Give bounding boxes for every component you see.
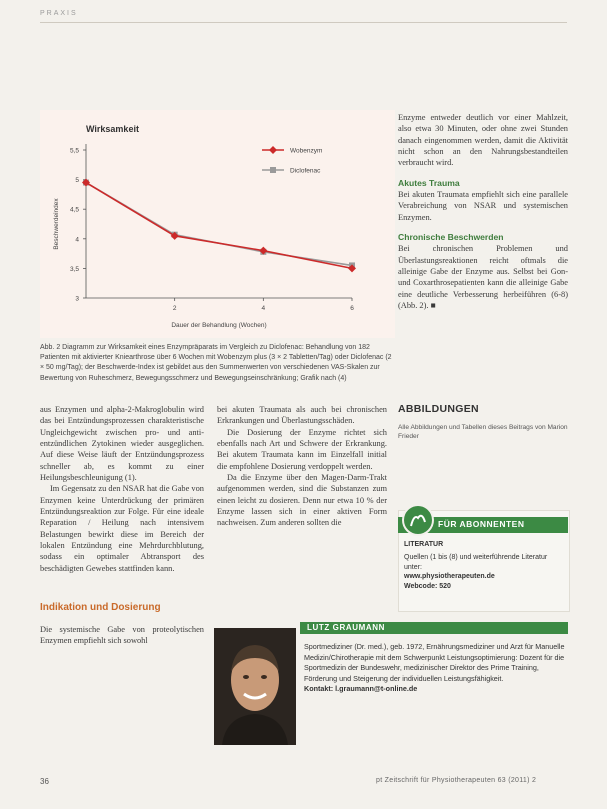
- y-tick-label: 5: [75, 177, 79, 185]
- column-2: [217, 404, 387, 529]
- y-axis-label: Beschwerdeindex: [53, 198, 60, 250]
- legend-marker: [269, 146, 277, 154]
- y-tick-label: 3: [75, 295, 79, 303]
- series-line-wobenzym: [86, 183, 352, 269]
- col1-para1: aus Enzymen und alpha-2-Makroglobulin wird das bei Entzündungsprozessen charakteristische Ungleichgewicht zwischen pro- und anti-entzündlichen Zytokinen wieder ausgeglichen. Auf diese Weise läuft der Entzündungsprozess schneller ab, es kommt zu einer Heilungsbeschleunigung (1).: [40, 405, 204, 483]
- x-axis-label: Dauer der Behandlung (Wochen): [171, 322, 267, 329]
- author-photo: [214, 628, 296, 745]
- y-tick-label: 3,5: [69, 265, 79, 273]
- journal-footer: pt Zeitschrift für Physiotherapeuten 63 (2011) 2: [376, 777, 537, 784]
- abbildungen-text: Alle Abbildungen und Tabellen dieses Beitrags von Marion Frieder: [398, 424, 568, 440]
- author-contact[interactable]: Kontakt: l.graumann@t-online.de: [304, 684, 418, 694]
- column-3: [398, 112, 568, 312]
- literatur-webcode: Webcode: 520: [404, 582, 451, 590]
- col1-para2: Im Gegensatz zu den NSAR hat die Gabe von Enzymen keine Unterdrückung der primären Entzündungsreaktion zur Folge. Für eine ideale Reparation / Heilung nach intensivem Belastungen bewirkt diese im Bereich der lokalen Entzündung eine Mehrdurchblutung, sodass ein optimaler Abtransport des beschädigten Gewebes stattfinden kann.: [40, 484, 204, 573]
- col3-para2: Bei akuten Traumata empfiehlt sich eine parallele Verabreichung von NSAR und systemischen Enzymen.: [398, 190, 568, 222]
- abonnenten-title: FÜR ABONNENTEN: [438, 519, 525, 529]
- series-line-diclofenac: [86, 183, 352, 266]
- literatur-url[interactable]: www.physiotherapeuten.de: [404, 573, 495, 581]
- col3-para1: Enzyme entweder deutlich vor einer Mahlzeit, also etwa 30 Minuten, oder ohne zwei Stunden danach eingenommen werden, damit die Aktivität nicht schon an den Nahrungsbestandteilen verbraucht wird.: [398, 113, 568, 168]
- chart-panel: [40, 110, 395, 338]
- col2-para1: bei akuten Traumata als auch bei chronischen Erkrankungen und Überlastungsschäden.: [217, 405, 387, 426]
- legend-label: Wobenzym: [290, 147, 323, 155]
- literatur-line: Quellen (1 bis (8) und weiterführende Literatur unter:: [404, 554, 548, 571]
- heading-akutes-trauma: Akutes Trauma: [398, 177, 460, 188]
- x-tick-label: 2: [172, 305, 177, 312]
- abonnenten-text: [404, 540, 564, 591]
- chart-title: Wirksamkeit: [86, 124, 139, 134]
- legend-marker: [270, 167, 276, 173]
- y-tick-label: 5,5: [69, 147, 79, 155]
- heading-chronische-beschwerden: Chronische Beschwerden: [398, 232, 504, 243]
- author-bio: [304, 642, 568, 695]
- abbildungen-heading: ABBILDUNGEN: [398, 403, 479, 415]
- col2-para3: Da die Enzyme über den Magen-Darm-Trakt aufgenommen werden, sind die Substanzen zum einen leicht zu dosieren. Denn nur etwa 10 % der Enzyme lassen sich in einer aktiven Form nachweisen. Zum anderen sollten die: [217, 473, 387, 528]
- y-tick-label: 4: [75, 236, 79, 244]
- column-1: [40, 404, 204, 646]
- line-chart: [40, 110, 395, 338]
- header-rule: [40, 22, 567, 23]
- x-tick-label: 4: [261, 305, 266, 312]
- page-number: 36: [40, 777, 49, 786]
- legend-label: Diclofenac: [290, 167, 321, 175]
- col3-para3: Bei chronischen Problemen und Überlastungsreaktionen reicht oftmals die alleinige Gabe der Enzyme aus. Selbst bei Gon- und Coxarthrosepatienten kann die alleinige Gabe eine deutliche Verbesserung herbeiführen (6-8) (Abb. 2). ■: [398, 244, 568, 311]
- author-name: LUTZ GRAUMANN: [307, 623, 386, 632]
- y-tick-label: 4,5: [69, 206, 79, 214]
- figure-caption: Abb. 2 Diagramm zur Wirksamkeit eines Enzympräparats im Vergleich zu Diclofenac: Behandlung von 182 Patienten mit aktivierter Kniearthrose über 6 Wochen mit Wobenzym plus (3 × 2 Tabletten/Tag) oder Diclofenac (2 × 50 mg/Tag); der Beschwerde-Index ist gebildet aus den Summenwerten von verschiedenen VAS-Skalen zur Bewertung von Ruheschmerz, Bewegungsschmerz und Bewegungseinschränkung; Grafik nach (4): [40, 344, 392, 382]
- heading-indikation: Indikation und Dosierung: [40, 602, 161, 614]
- col2-para2: Die Dosierung der Enzyme richtet sich ebenfalls nach Art und Schwere der Erkrankung. Bei akutem Traumata kann im Einzelfall initial die empfohlene Dosierung verdoppelt werden.: [217, 427, 387, 471]
- literatur-label: LITERATUR: [404, 541, 444, 548]
- col1-para3: Die systemische Gabe von proteolytischen Enzymen empfiehlt sich sowohl: [40, 624, 204, 645]
- author-bio-text: Sportmediziner (Dr. med.), geb. 1972, Ernährungsmediziner und Arzt für Manuelle Medizin/Chirotherapie mit dem Schwerpunkt Leistungsoptimierung: Dozent für die Sportmedizin der Bundeswehr, medizinischer Direktor des Prime Training, Förderung und Steigerung der individuellen Leistungsfähigkeit.: [304, 642, 565, 683]
- section-header: PRAXIS: [40, 10, 78, 17]
- abonnenten-logo-icon: [402, 504, 434, 536]
- x-tick-label: 6: [350, 305, 354, 312]
